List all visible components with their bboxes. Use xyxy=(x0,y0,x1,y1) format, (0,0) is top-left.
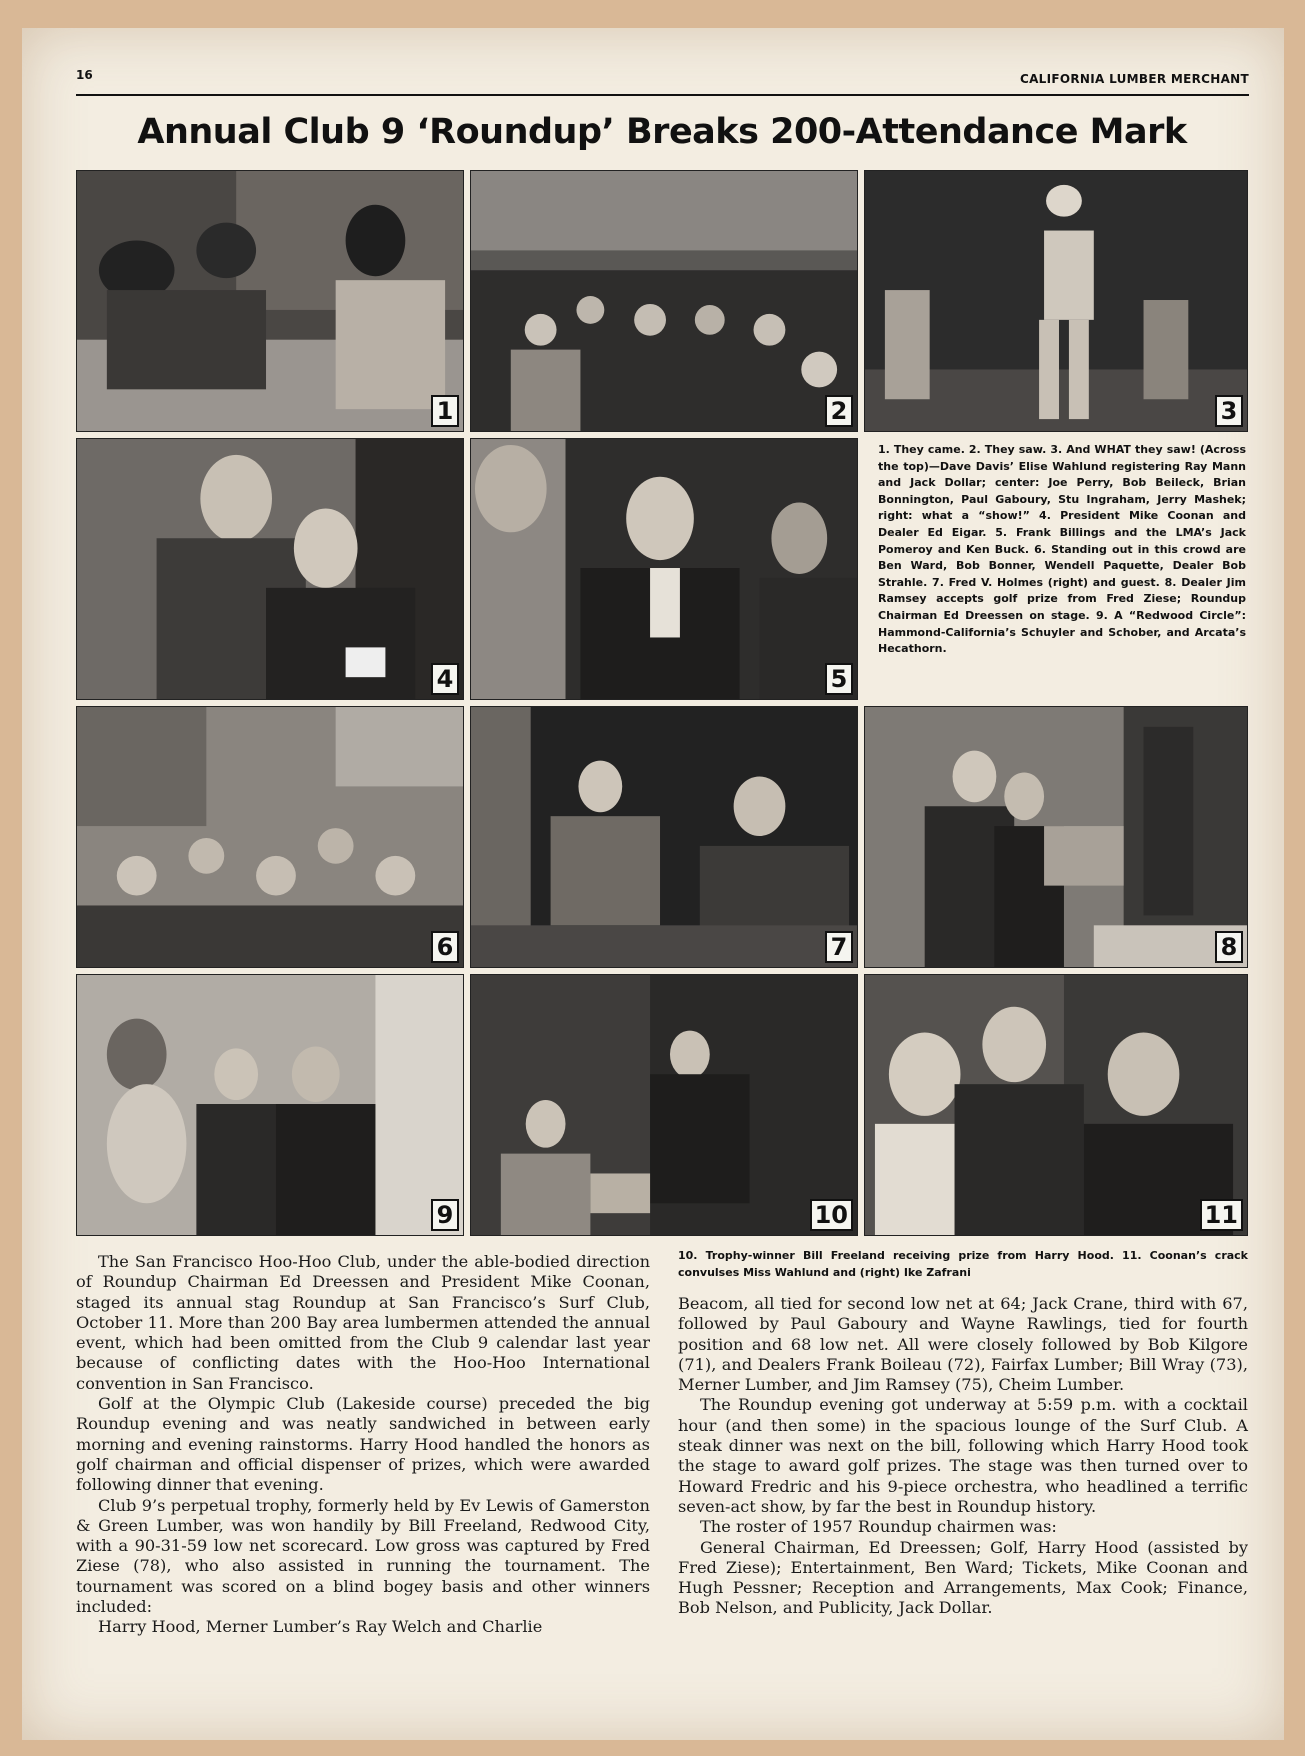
photo-1 xyxy=(76,170,464,432)
photo-number: 2 xyxy=(825,395,853,427)
photo-9 xyxy=(76,974,464,1236)
photo-number: 6 xyxy=(431,931,459,963)
photo-number: 4 xyxy=(431,663,459,695)
article-left-column xyxy=(76,1252,650,1638)
photo-number: 7 xyxy=(825,931,853,963)
article-paragraph: Harry Hood, Merner Lumber’s Ray Welch and Charlie xyxy=(98,1617,543,1637)
photo-5 xyxy=(470,438,858,700)
article-paragraph: Golf at the Olympic Club (Lakeside course) preceded the big Roundup evening and was neatly sandwiched in between early morning and evening rainstorms. Harry Hood handled the honors as golf chairman and official dispenser of prizes, which were awarded following dinner that evening. xyxy=(76,1394,650,1495)
photo-7 xyxy=(470,706,858,968)
photo-caption-bottom: 10. Trophy-winner Bill Freeland receiving prize from Harry Hood. 11. Coonan’s crack convulses Miss Wahlund and (right) Ike Zafrani xyxy=(678,1249,1248,1279)
photo-number: 5 xyxy=(825,663,853,695)
photo-3 xyxy=(864,170,1248,432)
photo-number: 11 xyxy=(1200,1199,1243,1231)
photo-number: 8 xyxy=(1215,931,1243,963)
photo-2 xyxy=(470,170,858,432)
article-paragraph: Club 9’s perpetual trophy, formerly held by Ev Lewis of Gamerston & Green Lumber, was won handily by Bill Freeland, Redwood City, with a 90-31-59 low net scorecard. Low gross was captured by Fred Ziese (78), who also assisted in running the tournament. The tournament was scored on a blind bogey basis and other winners included: xyxy=(76,1495,650,1617)
photo-8 xyxy=(864,706,1248,968)
photo-10 xyxy=(470,974,858,1236)
photo-11 xyxy=(864,974,1248,1236)
photo-number: 9 xyxy=(431,1199,459,1231)
article-paragraph: General Chairman, Ed Dreessen; Golf, Harry Hood (assisted by Fred Ziese); Entertainment, Ben Ward; Tickets, Mike Coonan and Hugh Pessner; Reception and Arrangements, Max Cook; Finance, Bob Nelson, and Publicity, Jack Dollar. xyxy=(678,1537,1248,1618)
article-paragraph: The Roundup evening got underway at 5:59 p.m. with a cocktail hour (and then some) in the spacious lounge of the Surf Club. A steak dinner was next on the bill, following which Harry Hood took the stage to award golf prizes. The stage was then turned over to Howard Fredric and his 9-piece orchestra, who headlined a terrific seven-act show, by far the best in Roundup history. xyxy=(678,1395,1248,1516)
photo-number: 1 xyxy=(431,395,459,427)
article-paragraph: Beacom, all tied for second low net at 64; Jack Crane, third with 67, followed by Paul Gaboury and Wayne Rawlings, tied for fourth position and 68 low net. All were closely followed by Bob Kilgore (71), and Dealers Frank Boileau (72), Fairfax Lumber; Bill Wray (73), Merner Lumber, and Jim Ramsey (75), Cheim Lumber. xyxy=(678,1294,1248,1395)
publication-name: CALIFORNIA LUMBER MERCHANT xyxy=(1019,72,1249,86)
running-head xyxy=(76,66,1249,96)
photo-number: 3 xyxy=(1215,395,1243,427)
page-number: 16 xyxy=(76,68,93,82)
article-right-column xyxy=(678,1294,1248,1619)
headline: Annual Club 9 ‘Roundup’ Breaks 200-Attendance Mark xyxy=(137,112,1187,152)
photo-4 xyxy=(76,438,464,700)
article-paragraph: The roster of 1957 Roundup chairmen was: xyxy=(700,1517,1057,1537)
article-paragraph: The San Francisco Hoo-Hoo Club, under the able-bodied direction of Roundup Chairman Ed Dreessen and President Mike Coonan, staged its annual stag Roundup at San Francisco’s Surf Club, October 11. More than 200 Bay area lumbermen attended the annual event, which had been omitted from the Club 9 calendar last year because of conflicting dates with the Hoo-Hoo International convention in San Francisco. xyxy=(76,1252,650,1393)
photo-number: 10 xyxy=(810,1199,853,1231)
photo-6 xyxy=(76,706,464,968)
photo-caption-top: 1. They came. 2. They saw. 3. And WHAT they saw! (Across the top)—Dave Davis’ Elise Wahlund registering Ray Mann and Jack Dollar; center: Joe Perry, Bob Beileck, Brian Bonnington, Paul Gaboury, Stu Ingraham, Jerry Mashek; right: what a “show!” 4. President Mike Coonan and Dealer Ed Eigar. 5. Frank Billings and the LMA’s Jack Pomeroy and Ken Buck. 6. Standing out in this crowd are Ben Ward, Bob Bonner, Wendell Paquette, Dealer Bob Strahle. 7. Fred V. Holmes (right) and guest. 8. Dealer Jim Ramsey accepts golf prize from Fred Ziese; Roundup Chairman Ed Dreessen on stage. 9. A “Redwood Circle”: Hammond-California’s Schuyler and Schober, and Arcata’s Hecathorn. xyxy=(878,443,1246,656)
